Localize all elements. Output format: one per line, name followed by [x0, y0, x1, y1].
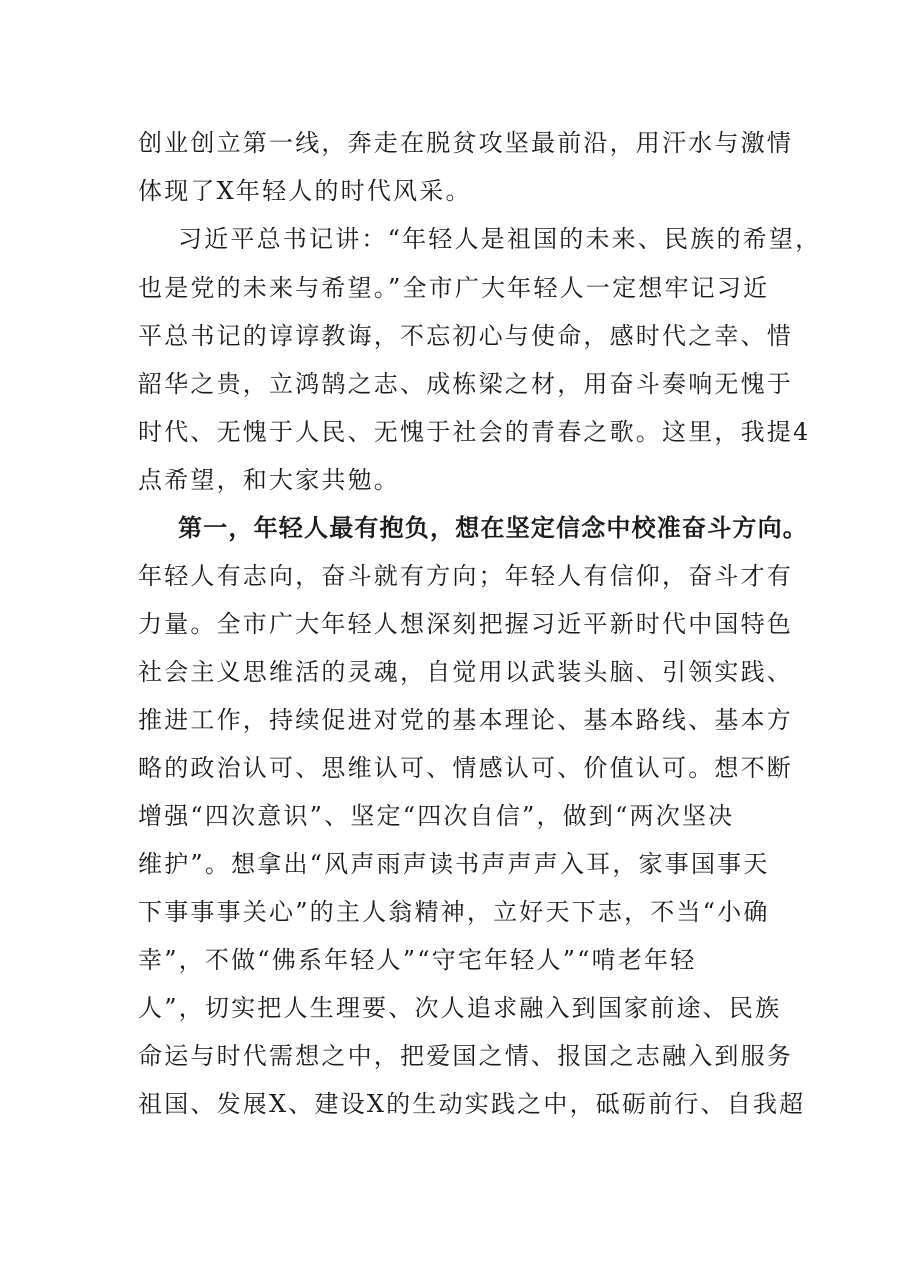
body-text-line: 祖国、发展X、建设X的生动实践之中，砥砺前行、自我超 — [138, 1090, 806, 1118]
body-text-line: 也是党的未来与希望。”全市广大年轻人一定想牢记习近 — [138, 274, 770, 302]
body-text-line: 点希望，和大家共勉。 — [138, 466, 400, 494]
body-text-line: 体现了X年轻人的时代风采。 — [138, 177, 472, 205]
body-text-line: 推进工作，持续促进对党的基本理论、基本路线、基本方 — [138, 706, 793, 734]
body-text-line: 习近平总书记讲：“年轻人是祖国的未来、民族的希望， — [178, 225, 822, 253]
body-text-line: 力量。全市广大年轻人想深刻把握习近平新时代中国特色 — [138, 610, 793, 638]
body-text-line: 人”，切实把人生理要、次人追求融入到国家前途、民族 — [138, 994, 782, 1022]
body-text-line: 命运与时代需想之中，把爱国之情、报国之志融入到服务 — [138, 1042, 793, 1070]
body-text-line: 略的政治认可、思维认可、情感认可、价值认可。想不断 — [138, 754, 793, 782]
body-text-line: 时代、无愧于人民、无愧于社会的青春之歌。这里，我提4 — [138, 418, 811, 446]
body-text-line: 增强“四次意识”、坚定“四次自信”，做到“两次坚决 — [138, 802, 735, 830]
body-text-line: 维护”。想拿出“风声雨声读书声声声入耳，家事国事天 — [138, 850, 770, 878]
body-text-line: 创业创立第一线，奔走在脱贫攻坚最前沿，用汗水与激情 — [138, 129, 793, 157]
body-text-line: 平总书记的谆谆教诲，不忘初心与使命，感时代之幸、惜 — [138, 322, 793, 350]
body-text-line: 幸”，不做“佛系年轻人”“守宅年轻人”“啃老年轻 — [138, 946, 697, 974]
section-heading: 第一，年轻人最有抱负，想在坚定信念中校准奋斗方向。 — [178, 513, 808, 542]
body-text-line: 韶华之贵，立鸿鹄之志、成栋梁之材，用奋斗奏响无愧于 — [138, 370, 793, 398]
body-text-line: 年轻人有志向，奋斗就有方向；年轻人有信仰，奋斗才有 — [138, 562, 793, 590]
body-text-line: 社会主义思维活的灵魂，自觉用以武装头脑、引领实践、 — [138, 658, 793, 686]
body-text-line: 下事事事关心”的主人翁精神，立好天下志，不当“小确 — [138, 898, 770, 926]
